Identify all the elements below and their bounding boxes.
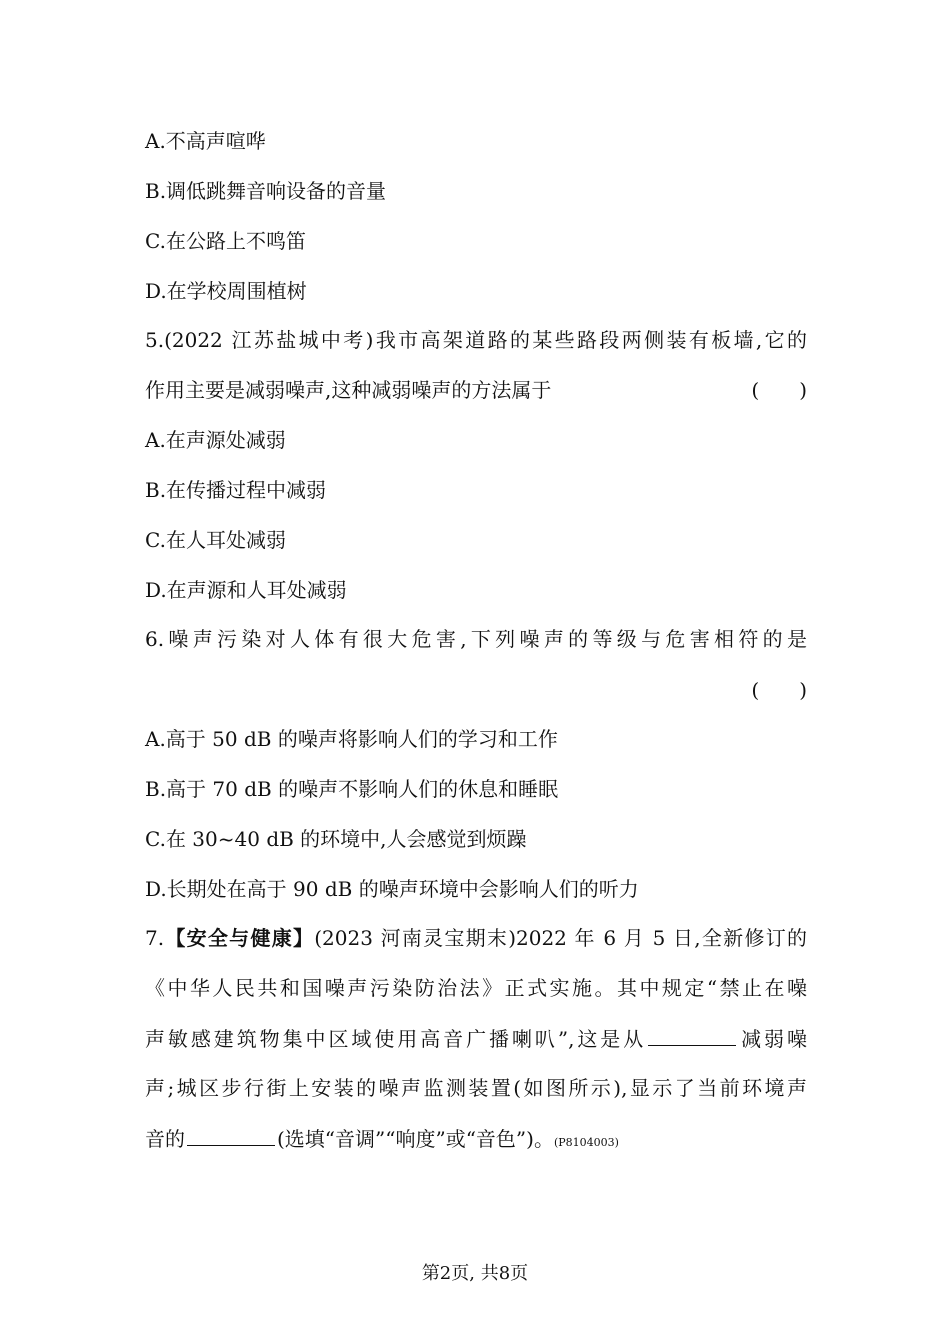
q5-option-b: B.在传播过程中减弱 [145, 478, 327, 502]
q7-line1-text: (2023 河南灵宝期末)2022 年 6 月 5 日,全新修订的 [314, 926, 807, 950]
q7-stem-line2: 《中华人民共和国噪声污染防治法》正式实施。其中规定“禁止在噪 [145, 976, 807, 1000]
q6-answer-bracket: ( ) [751, 678, 807, 702]
q7-stem-line5 [145, 1125, 807, 1156]
q5-option-a: A.在声源处减弱 [145, 428, 286, 452]
q7-fill-blank-1[interactable] [648, 1025, 736, 1046]
q5-stem-line2 [145, 377, 807, 403]
q5-stem-line1: 5.(2022 江苏盐城中考)我市高架道路的某些路段两侧装有板墙,它的 [145, 328, 807, 352]
q7-line5-text-a: 音的 [145, 1127, 185, 1151]
q6-stem-line1: 6.噪声污染对人体有很大危害,下列噪声的等级与危害相符的是 [145, 627, 807, 651]
q7-line3-text-b: 减弱噪 [738, 1027, 807, 1051]
q7-fill-blank-2[interactable] [187, 1125, 275, 1146]
q6-option-d: D.长期处在高于 90 dB 的噪声环境中会影响人们的听力 [145, 877, 639, 901]
q5-option-c: C.在人耳处减弱 [145, 528, 286, 552]
q7-code: (P8104003) [553, 1136, 619, 1149]
q4-option-a: A.不高声喧哗 [145, 129, 266, 153]
page-footer: 第2页, 共8页 [421, 1263, 529, 1284]
q7-tag: 【安全与健康】 [164, 926, 315, 950]
q5-option-d: D.在声源和人耳处减弱 [145, 578, 347, 602]
q6-option-b: B.高于 70 dB 的噪声不影响人们的休息和睡眠 [145, 777, 559, 801]
q5-stem-text: 作用主要是减弱噪声,这种减弱噪声的方法属于 [145, 378, 552, 402]
q4-option-c: C.在公路上不鸣笛 [145, 229, 306, 253]
q4-option-d: D.在学校周围植树 [145, 279, 307, 303]
q5-answer-bracket: ( ) [751, 378, 807, 402]
q7-stem-line4: 声;城区步行街上安装的噪声监测装置(如图所示),显示了当前环境声 [145, 1076, 807, 1100]
q7-line3-text-a: 声敏感建筑物集中区域使用高音广播喇叭”,这是从 [145, 1027, 647, 1051]
q6-option-c: C.在 30~40 dB 的环境中,人会感觉到烦躁 [145, 827, 527, 851]
q4-option-b: B.调低跳舞音响设备的音量 [145, 179, 387, 203]
q7-stem-line1 [145, 925, 807, 951]
q7-stem-line3 [145, 1025, 807, 1052]
q7-line5-text-b: (选填“音调”“响度”或“音色”)。 [277, 1127, 554, 1151]
q6-option-a: A.高于 50 dB 的噪声将影响人们的学习和工作 [145, 727, 558, 751]
q7-number: 7. [145, 926, 165, 950]
